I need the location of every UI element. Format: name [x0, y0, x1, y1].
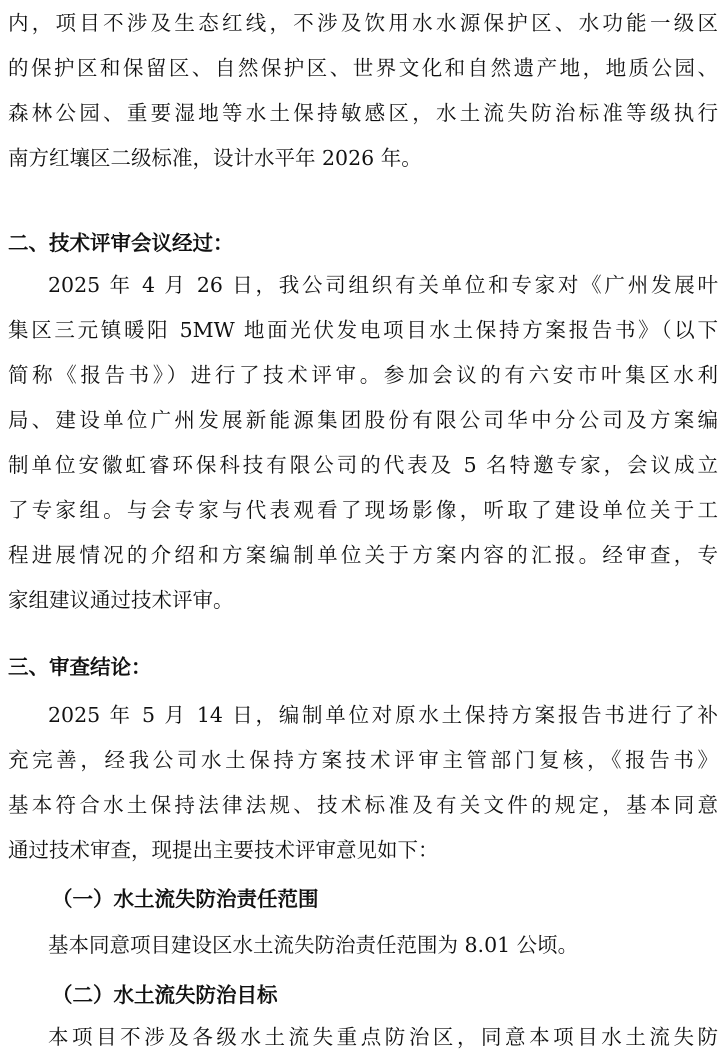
paragraph-line: 基本符合水土保持法律法规、技术标准及有关文件的规定，基本同意 [8, 793, 718, 817]
subsection-heading: （二）水土流失防治目标 [52, 983, 278, 1007]
paragraph-line: 基本同意项目建设区水土流失防治责任范围为 8.01 公顷。 [48, 933, 579, 957]
paragraph-line: 了专家组。与会专家与代表观看了现场影像，听取了建设单位关于工 [8, 498, 718, 522]
paragraph-line: 局、建设单位广州发展新能源集团股份有限公司华中分公司及方案编 [8, 408, 718, 432]
paragraph-line: 家组建议通过技术评审。 [8, 588, 234, 612]
section-heading: 二、技术评审会议经过： [8, 231, 234, 255]
paragraph-line: 简称《报告书》）进行了技术评审。参加会议的有六安市叶集区水利 [8, 363, 718, 387]
paragraph-line: 程进展情况的介绍和方案编制单位关于方案内容的汇报。经审查，专 [8, 543, 718, 567]
paragraph-line: 集区三元镇暖阳 5MW 地面光伏发电项目水土保持方案报告书》（以下 [8, 318, 718, 342]
paragraph-line: 制单位安徽虹睿环保科技有限公司的代表及 5 名特邀专家，会议成立 [8, 453, 718, 477]
paragraph-line: 通过技术审查，现提出主要技术评审意见如下： [8, 838, 439, 862]
section-heading: 三、审查结论： [8, 655, 152, 679]
subsection-heading: （一）水土流失防治责任范围 [52, 887, 319, 911]
paragraph-line: 内，项目不涉及生态红线，不涉及饮用水水源保护区、水功能一级区 [8, 11, 718, 35]
paragraph-line: 本项目不涉及各级水土流失重点防治区，同意本项目水土流失防 [48, 1025, 718, 1049]
paragraph-line: 2025 年 4 月 26 日，我公司组织有关单位和专家对《广州发展叶 [48, 273, 718, 297]
paragraph-line: 的保护区和保留区、自然保护区、世界文化和自然遗产地，地质公园、 [8, 56, 718, 80]
paragraph-line: 南方红壤区二级标准，设计水平年 2026 年。 [8, 146, 422, 170]
paragraph-line: 2025 年 5 月 14 日，编制单位对原水土保持方案报告书进行了补 [48, 703, 718, 727]
paragraph-line: 充完善，经我公司水土保持方案技术评审主管部门复核，《报告书》 [8, 748, 718, 772]
paragraph-line: 森林公园、重要湿地等水土保持敏感区，水土流失防治标准等级执行 [8, 101, 718, 125]
